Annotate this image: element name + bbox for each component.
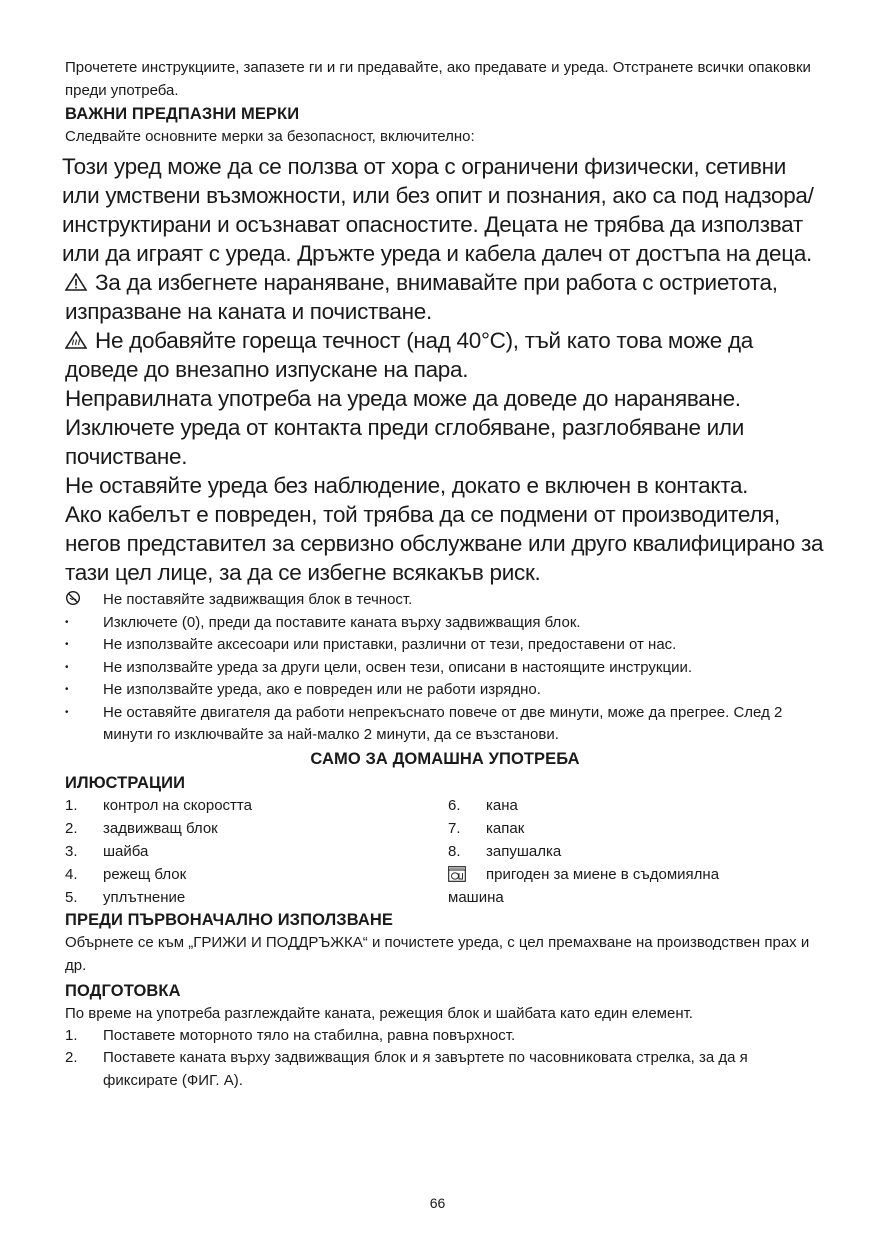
list-item: 4. режещ блок	[65, 865, 187, 883]
intro-text: Прочетете инструкциите, запазете ги и ги предавайте, ако предавате и уреда. Отстранете всички опаковки преди употреба.	[65, 59, 811, 99]
preparation-heading: ПОДГОТОВКА	[65, 981, 181, 1000]
big-safety-7: Ако кабелът е повреден, той трябва да се подмени от производителя, негов представител за сервизно обслужване или друго квалифицирано за тази цел лице, за да се избегне всякакъв риск.	[65, 502, 824, 585]
big-safety-2-text: За да избегнете нараняване, внимавайте при работа с остриетота, изпразване на каната и почистване.	[65, 270, 778, 324]
list-item: • Не оставяйте двигателя да работи непрекъснато повече от две минути, може да прегрее. След 2 минути го изключвайте за най-малко 2 минути, да се възстанови.	[65, 703, 783, 743]
big-safety-5: Изключете уреда от контакта преди сглобяване, разглобяване или почистване.	[65, 415, 745, 469]
before-first-use-heading: ПРЕДИ ПЪРВОНАЧАЛНО ИЗПОЛЗВАНЕ	[65, 910, 394, 929]
list-item: • Не използвайте уреда, ако е повреден или не работи изрядно.	[65, 679, 825, 702]
list-item: 1. Поставете моторното тяло на стабилна, равна повърхност.	[65, 1026, 516, 1044]
list-item: • Не използвайте аксесоари или приставки, различни от тези, предоставени от нас.	[65, 634, 825, 657]
list-item: 1. контрол на скоростта	[65, 796, 252, 814]
dishwasher-line2: машина	[448, 888, 504, 906]
safety-bullet-list	[65, 589, 825, 747]
preparation-steps	[65, 1025, 825, 1093]
prohibited-icon	[65, 589, 85, 612]
list-item: 8. запушалка	[448, 842, 562, 860]
list-item: пригоден за миене в съдомиялна	[448, 863, 825, 886]
bullet-icon: •	[65, 639, 69, 650]
page-content	[62, 56, 825, 1092]
safety-heading: ВАЖНИ ПРЕДПАЗНИ МЕРКИ	[65, 105, 300, 123]
list-item: 6. кана	[448, 796, 518, 814]
bullet-icon: •	[65, 616, 69, 628]
big-safety-4: Неправилната употреба на уреда може да доведе до нараняване.	[65, 386, 741, 411]
big-safety-1: Този уред може да се ползва от хора с ограничени физически, сетивни или умствени възможности, или без опит и познания, ако са под надзора/инструктирани и осъзнават опасностите. Децата не трябва да използват или да играят с уреда. Дръжте уреда и кабела далеч от достъпа на деца.	[62, 154, 814, 266]
big-safety-3	[65, 326, 825, 384]
big-safety-block	[62, 152, 825, 587]
list-item: • Изключете (0), преди да поставите каната върху задвижващия блок.	[65, 612, 825, 635]
list-item: 2. задвижващ блок	[65, 819, 218, 837]
illustrations-right-column	[448, 794, 825, 909]
home-use-heading: САМО ЗА ДОМАШНА УПОТРЕБА	[310, 749, 580, 768]
big-safety-6: Не оставяйте уреда без наблюдение, докато е включен в контакта.	[65, 473, 749, 498]
illustrations-left-column	[65, 794, 448, 909]
list-item: • Не използвайте уреда за други цели, освен тези, описани в настоящите инструкции.	[65, 657, 825, 680]
page-number: 66	[429, 1195, 446, 1211]
before-first-use-text: Обърнете се към „ГРИЖИ И ПОДДРЪЖКА“ и почистете уреда, с цел премахване на производствен прах и др.	[65, 933, 810, 974]
illustrations-list	[65, 794, 825, 909]
list-item: 2. Поставете каната върху задвижващия блок и я завъртете по часовниковата стрелка, за да я фиксирате (ФИГ. A).	[65, 1049, 748, 1089]
warning-icon	[65, 273, 87, 291]
list-item: 5. уплътнение	[65, 888, 186, 906]
list-item: 7. капак	[448, 819, 525, 837]
bullet-icon: •	[65, 706, 69, 718]
bullet-icon: •	[65, 661, 69, 673]
hot-steam-icon	[65, 331, 87, 349]
safety-subheading: Следвайте основните мерки за безопасност, включително:	[65, 128, 475, 145]
preparation-text: По време на употреба разглеждайте каната, режещия блок и шайбата като един елемент.	[65, 1004, 693, 1022]
illustrations-heading: ИЛЮСТРАЦИИ	[65, 773, 186, 792]
bullet-icon: •	[65, 684, 69, 695]
big-safety-3-text: Не добавяйте гореща течност (над 40°C), тъй като това може да доведе до внезапно изпускане на пара.	[65, 328, 753, 382]
list-item: 3. шайба	[65, 842, 149, 860]
dishwasher-icon	[448, 866, 466, 882]
list-item: Не поставяйте задвижващия блок в течност.	[65, 589, 825, 612]
big-safety-2	[65, 268, 825, 326]
